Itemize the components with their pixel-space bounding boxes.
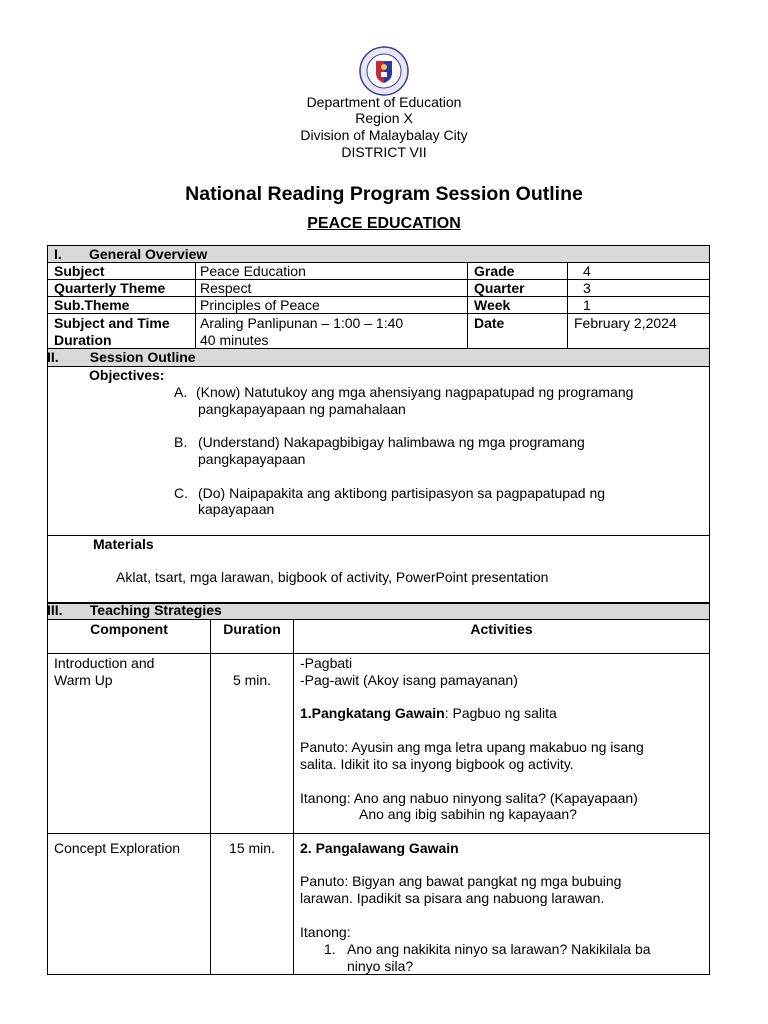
row1-duration: 5 min. xyxy=(232,672,272,688)
objective-a-marker: A. xyxy=(174,384,188,400)
col-activities: Activities xyxy=(470,621,533,637)
objective-b-line2: pangkapayapaan xyxy=(198,451,306,467)
document-title: National Reading Program Session Outline xyxy=(185,183,583,205)
time-value: Araling Panlipunan – 1:00 – 1:40 xyxy=(200,315,404,331)
sub-theme-label: Sub.Theme xyxy=(54,297,130,313)
duration-value: 40 minutes xyxy=(200,332,269,348)
group-activity-rest: : Pagbuo ng salita xyxy=(444,705,557,721)
row2-question-label: Itanong: xyxy=(300,924,351,940)
row1-component: Introduction and xyxy=(54,655,155,671)
objective-c-line2: kapayapaan xyxy=(198,501,275,517)
quarterly-theme-label: Quarterly Theme xyxy=(54,280,166,296)
objectives-label: Objectives: xyxy=(89,367,165,383)
row2-component: Concept Exploration xyxy=(54,840,181,856)
quarterly-theme-value: Respect xyxy=(200,280,252,296)
col-duration: Duration xyxy=(223,621,281,637)
date-label: Date xyxy=(474,315,505,331)
row2-instruction-line2: larawan. Ipadikit sa pisara ang nabuong larawan. xyxy=(300,890,605,906)
header-region: Region X xyxy=(355,110,413,126)
subject-value: Peace Education xyxy=(200,263,306,279)
divider xyxy=(567,262,568,349)
header-department: Department of Education xyxy=(306,94,462,110)
strategies-section-title: III. Teaching Strategies xyxy=(47,602,222,618)
divider xyxy=(195,262,196,349)
week-label: Week xyxy=(474,297,511,313)
row2-activity-title: 2. Pangalawang Gawain xyxy=(300,840,459,856)
divider xyxy=(47,833,710,834)
col-component: Component xyxy=(90,621,168,637)
row1-instruction-line1: Panuto: Ayusin ang mga letra upang makabuo ng isang xyxy=(300,739,644,755)
group-activity-title: 1.Pangkatang Gawain xyxy=(300,705,445,721)
deped-seal-icon xyxy=(359,46,409,96)
header-division: Division of Malaybalay City xyxy=(300,127,468,143)
grade-label: Grade xyxy=(474,263,515,279)
sub-theme-value: Principles of Peace xyxy=(200,297,320,313)
row2-duration: 15 min. xyxy=(229,840,275,856)
time-duration-label: Subject and Time xyxy=(54,315,170,331)
row2-question-line2: ninyo sila? xyxy=(347,958,414,974)
row2-question-marker: 1. xyxy=(324,941,336,957)
time-duration-label-2: Duration xyxy=(54,332,112,348)
divider xyxy=(47,653,710,654)
document-subtitle xyxy=(0,215,768,233)
subtitle-text: PEACE EDUCATION xyxy=(307,215,461,232)
row2-question-line1: Ano ang nakikita ninyo sa larawan? Nakikilala ba xyxy=(347,941,651,957)
objective-c-marker: C. xyxy=(174,485,188,501)
objective-b-marker: B. xyxy=(174,434,188,450)
subject-label: Subject xyxy=(54,263,105,279)
grade-value: 4 xyxy=(583,263,591,279)
objective-a-line2: pangkapayapaan ng pamahalaan xyxy=(198,401,406,417)
quarter-label: Quarter xyxy=(474,280,525,296)
materials-value: Aklat, tsart, mga larawan, bigbook of activity, PowerPoint presentation xyxy=(116,569,549,585)
row1-component-2: Warm Up xyxy=(54,672,113,688)
divider xyxy=(47,313,710,314)
header-district: DISTRICT VII xyxy=(341,144,427,160)
row1-activity-song: -Pag-awit (Akoy isang pamayanan) xyxy=(300,672,518,688)
row1-question-line1: Itanong: Ano ang nabuo ninyong salita? (Kapayapaan) xyxy=(300,790,638,806)
objective-a-line1: (Know) Natutukoy ang mga ahensiyang nagpapatupad ng programang xyxy=(196,384,634,400)
date-value: February 2,2024 xyxy=(574,315,677,331)
objective-b-line1: (Understand) Nakapagbibigay halimbawa ng mga programang xyxy=(198,434,585,450)
row1-activity-group xyxy=(300,705,557,722)
row2-instruction-line1: Panuto: Bigyan ang bawat pangkat ng mga bubuing xyxy=(300,873,622,889)
materials-label: Materials xyxy=(93,536,154,552)
row1-question-line2: Ano ang ibig sabihin ng kapayaan? xyxy=(359,806,577,822)
row1-activity-greeting: -Pagbati xyxy=(300,655,353,671)
objective-c-line1: (Do) Naipapakita ang aktibong partisipasyon sa pagpapatupad ng xyxy=(198,485,606,501)
week-value: 1 xyxy=(583,297,591,313)
session-section-title: II. Session Outline xyxy=(47,349,196,365)
divider xyxy=(467,262,468,349)
divider xyxy=(709,603,710,619)
quarter-value: 3 xyxy=(583,280,591,296)
row1-instruction-line2: salita. Idikit ito sa inyong bigbook og activity. xyxy=(300,756,574,772)
overview-section-title: I. General Overview xyxy=(54,246,208,262)
divider xyxy=(293,619,294,975)
